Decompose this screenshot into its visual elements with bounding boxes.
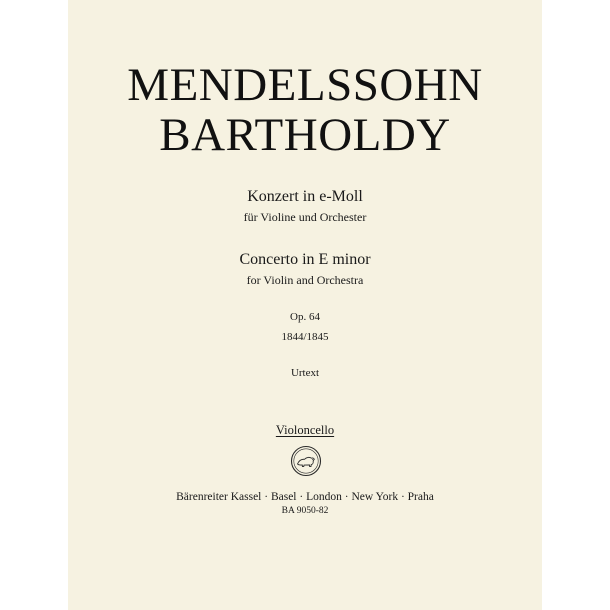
edition-type: Urtext: [290, 367, 320, 379]
composition-years: 1844/1845: [281, 331, 329, 343]
instrument-part: [68, 423, 542, 438]
catalog-number: BA 9050-82: [281, 506, 329, 516]
composer-name-line1: MENDELSSOHN: [127, 59, 483, 111]
baerenreiter-bear-seal-icon: [290, 445, 322, 477]
instrument-label: Violoncello: [275, 423, 335, 437]
title-english: Concerto in E minor: [239, 251, 371, 268]
subtitle-german: für Violine und Orchester: [243, 210, 367, 224]
composer-name-line2: BARTHOLDY: [159, 109, 451, 161]
subtitle-english: for Violin and Orchestra: [246, 273, 364, 287]
title-german: Konzert in e-Moll: [247, 188, 363, 205]
opus-number: Op. 64: [290, 311, 320, 323]
publisher-imprint: Bärenreiter Kassel · Basel · London · New York · Praha: [176, 491, 434, 503]
score-cover: [68, 0, 542, 610]
